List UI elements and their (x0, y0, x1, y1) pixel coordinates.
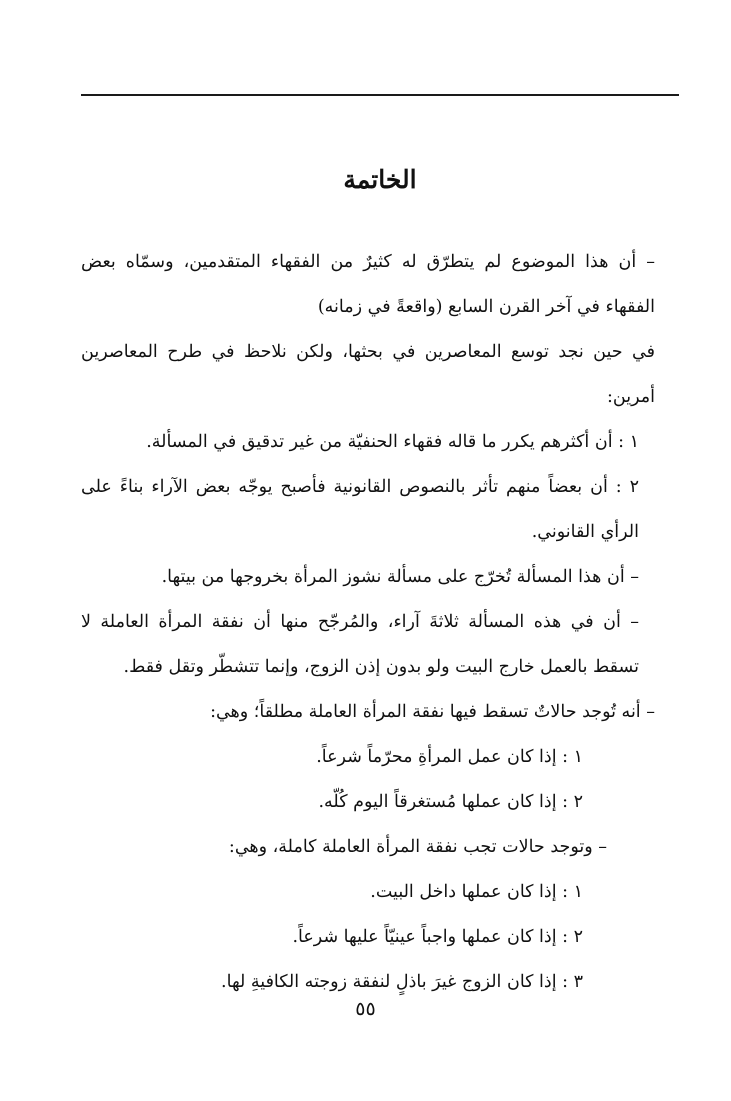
list-item: ٢ : إذا كان عملها مُستغرقاً اليوم كُلّه. (318, 792, 583, 812)
conclusion-body (81, 240, 679, 1005)
page-title: الخاتمة (343, 165, 417, 194)
list-item: ١ : إذا كان عملها داخل البيت. (370, 882, 583, 902)
list-item: ١ : أن أكثرهم يكرر ما قاله فقهاء الحنفيّة من غير تدقيق في المسألة. (146, 432, 639, 452)
list-item: ٣ : إذا كان الزوج غيرَ باذلٍ لنفقة زوجته الكافيةِ لها. (221, 972, 583, 992)
paragraph-cases-full: – وتوجد حالات تجب نفقة المرأة العاملة كاملة، وهي: (228, 837, 607, 857)
paragraph-intro: – أن هذا الموضوع لم يتطرّق له كثيرٌ من الفقهاء المتقدمين، وسمّاه بعض الفقهاء في آخر القرن السابع (واقعةً في زمانه) (81, 252, 655, 317)
paragraph-cases-drop: – أنه تُوجد حالاتٌ تسقط فيها نفقة المرأة العاملة مطلقاً؛ وهي: (210, 702, 655, 722)
paragraph-nushuz: – أن هذا المسألة تُخرّج على مسألة نشوز المرأة بخروجها من بيتها. (161, 567, 639, 587)
page-number: ٥٥ (355, 998, 376, 1020)
list-item: ٢ : أن بعضاً منهم تأثر بالنصوص القانونية فأصبح يوجّه بعض الآراء بناءً على الرأي القانوني. (81, 477, 639, 542)
list-item: ١ : إذا كان عمل المرأةِ محرّماً شرعاً. (316, 747, 583, 767)
list-item: ٢ : إذا كان عملها واجباً عينيّاً عليها شرعاً. (292, 927, 583, 947)
header-rule (81, 94, 679, 96)
paragraph-opinions: – أن في هذه المسألة ثلاثةَ آراء، والمُرجّح منها أن نفقة المرأة العاملة لا تسقط بالعمل خارج البيت ولو بدون إذن الزوج، وإنما تتشطّر وتقل فقط. (81, 612, 639, 677)
paragraph-contemporaries: في حين نجد توسع المعاصرين في بحثها، ولكن نلاحظ في طرح المعاصرين أمرين: (81, 342, 655, 407)
